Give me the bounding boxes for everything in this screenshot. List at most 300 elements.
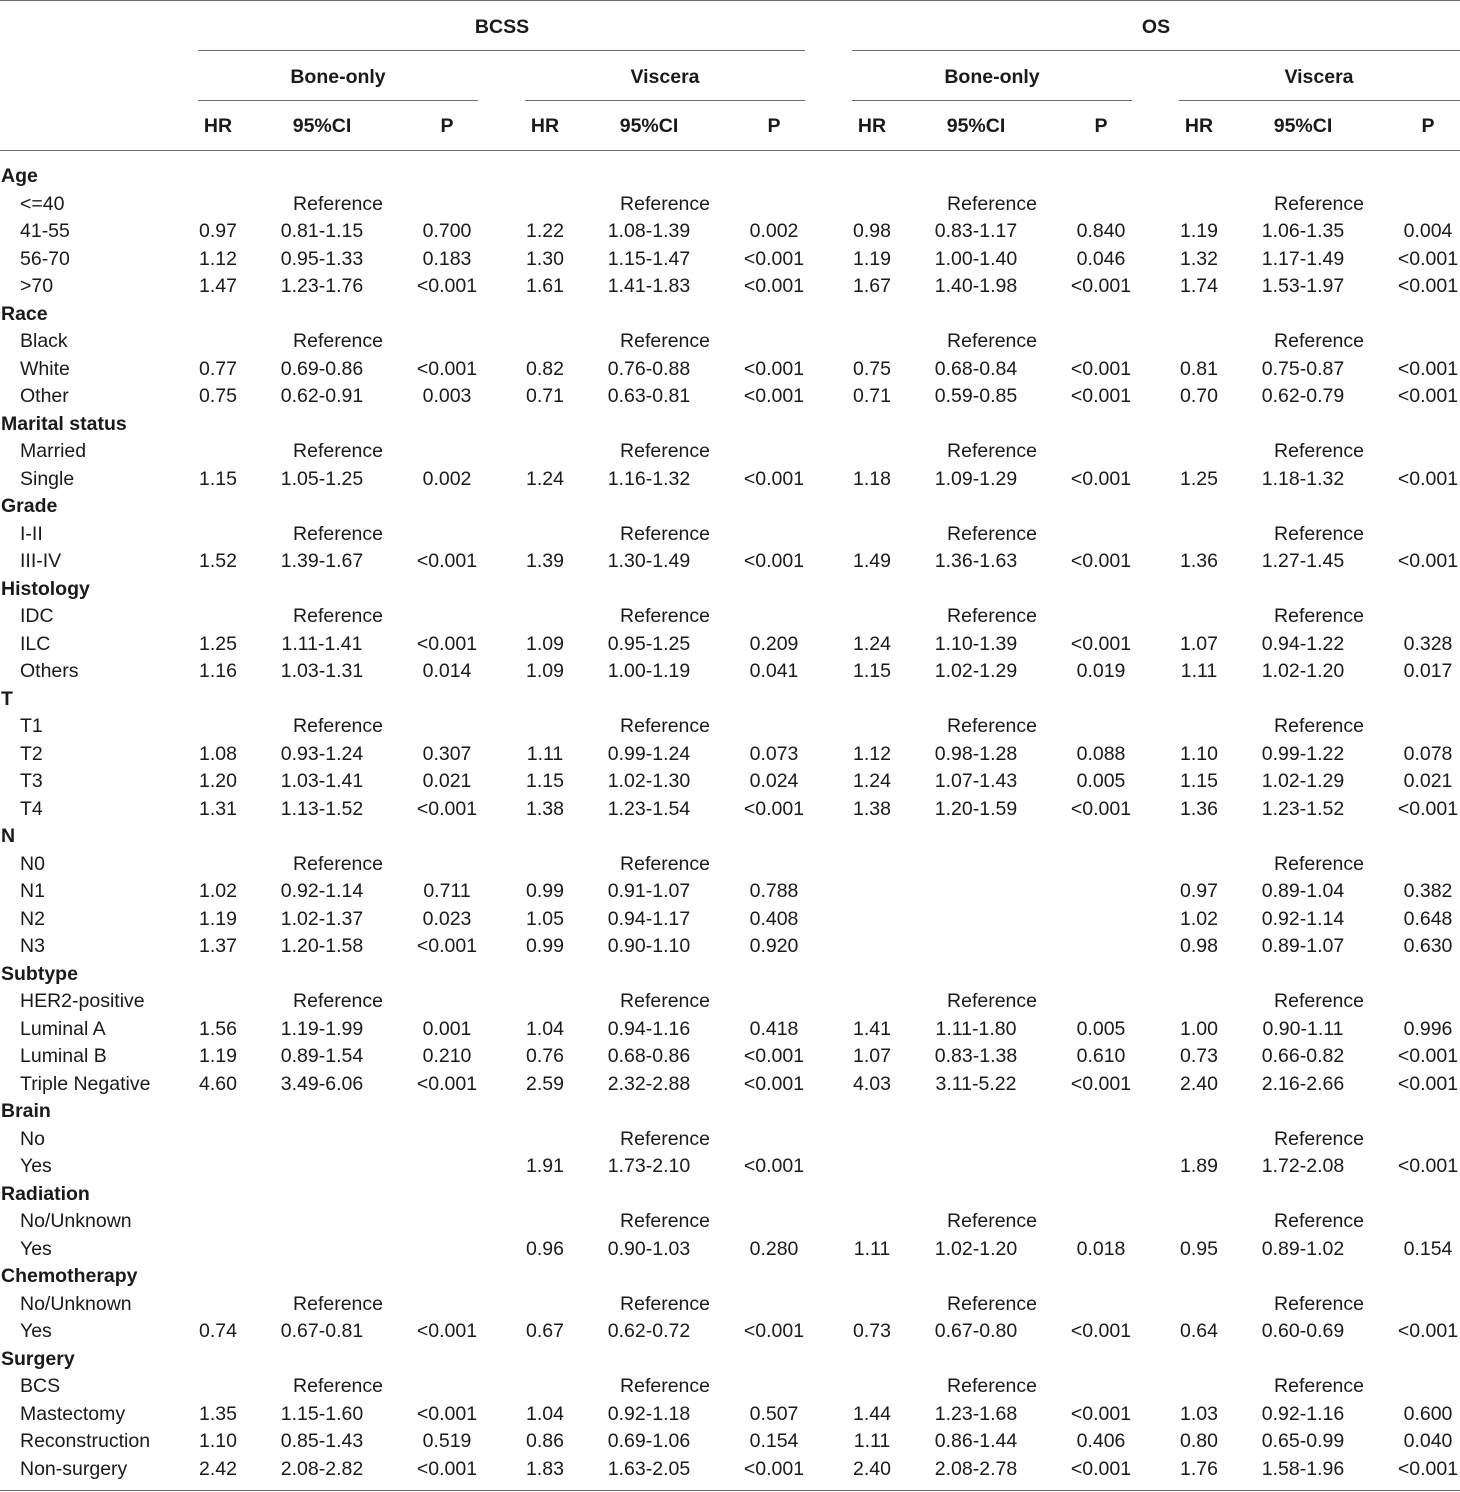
reference-cell: Reference [293, 522, 383, 545]
group-header-bcss: BCSS [474, 16, 530, 38]
ci-cell: 1.10-1.39 [934, 632, 1018, 655]
p-cell: 0.040 [1403, 1430, 1453, 1452]
p-cell: 0.630 [1403, 935, 1453, 957]
reference-cell: Reference [1274, 330, 1364, 352]
col-header-p: P [440, 115, 454, 137]
p-cell: <0.001 [1397, 467, 1459, 490]
p-cell: 0.004 [1403, 220, 1453, 242]
hr-cell: 1.44 [853, 1402, 891, 1425]
ci-cell: 2.32-2.88 [607, 1072, 691, 1095]
row-label: Others [20, 660, 79, 682]
hr-cell: 1.18 [853, 467, 891, 490]
ci-cell: 0.68-0.86 [607, 1045, 691, 1067]
p-cell: <0.001 [743, 797, 805, 820]
hr-cell: 1.12 [199, 247, 237, 270]
ci-cell: 0.92-1.14 [280, 880, 364, 902]
p-cell: 0.418 [749, 1017, 799, 1040]
ci-cell: 1.15-1.47 [607, 247, 691, 270]
ci-cell: 0.86-1.44 [934, 1430, 1018, 1452]
p-cell: 0.280 [749, 1237, 799, 1260]
subgroup-header-os-viscera: Viscera [1284, 66, 1354, 88]
hr-cell: 1.15 [526, 770, 564, 792]
hr-cell: 1.19 [199, 907, 237, 930]
ci-cell: 0.60-0.69 [1261, 1320, 1345, 1342]
ci-cell: 0.98-1.28 [934, 742, 1018, 765]
reference-cell: Reference [947, 1375, 1037, 1397]
reference-cell: Reference [947, 1210, 1037, 1232]
ci-cell: 1.03-1.41 [280, 770, 364, 792]
p-cell: 0.600 [1403, 1402, 1453, 1425]
row-label: White [20, 357, 70, 380]
hr-cell: 1.36 [1180, 550, 1218, 572]
hr-cell: 0.99 [526, 935, 564, 957]
ci-cell: 1.23-1.68 [934, 1402, 1018, 1425]
hr-cell: 1.74 [1180, 275, 1218, 297]
ci-cell: 0.76-0.88 [607, 357, 691, 380]
ci-cell: 0.95-1.33 [280, 247, 364, 270]
ci-cell: 0.89-1.07 [1261, 935, 1345, 957]
hr-cell: 1.20 [199, 770, 237, 792]
ci-cell: 1.11-1.80 [935, 1017, 1017, 1040]
section-title: Age [1, 165, 38, 187]
hr-cell: 1.19 [853, 247, 891, 270]
reference-cell: Reference [1274, 440, 1364, 462]
ci-cell: 0.63-0.81 [607, 385, 691, 407]
hr-cell: 1.10 [199, 1430, 237, 1452]
p-cell: 0.154 [749, 1430, 799, 1452]
row-label: Triple Negative [20, 1072, 151, 1095]
ci-cell: 0.94-1.17 [607, 907, 691, 930]
p-cell: 0.307 [422, 742, 472, 765]
row-label: III-IV [20, 550, 62, 572]
ci-cell: 1.07-1.43 [934, 770, 1018, 792]
ci-cell: 1.17-1.49 [1261, 247, 1345, 270]
ci-cell: 0.91-1.07 [607, 880, 691, 902]
ci-cell: 0.93-1.24 [280, 742, 364, 765]
subgroup-header-bcss-bone-only: Bone-only [290, 66, 386, 88]
p-cell: <0.001 [416, 935, 478, 957]
p-cell: 0.711 [423, 880, 471, 902]
hr-cell: 0.98 [1180, 935, 1218, 957]
p-cell: <0.001 [1070, 1320, 1132, 1342]
p-cell: 0.788 [749, 880, 799, 902]
hr-cell: 2.40 [853, 1457, 891, 1480]
ci-cell: 0.68-0.84 [934, 357, 1018, 380]
p-cell: <0.001 [1397, 1045, 1459, 1067]
ci-cell: 1.16-1.32 [607, 467, 691, 490]
hr-cell: 1.08 [199, 742, 237, 765]
reference-cell: Reference [293, 1292, 383, 1315]
row-label: ILC [20, 632, 51, 655]
p-cell: 0.017 [1403, 660, 1453, 682]
ci-cell: 1.02-1.30 [607, 770, 691, 792]
ci-cell: 1.23-1.54 [607, 797, 691, 820]
reference-cell: Reference [947, 440, 1037, 462]
hr-cell: 0.75 [199, 385, 237, 407]
col-header-hr: HR [203, 115, 233, 137]
reference-cell: Reference [620, 192, 710, 215]
ci-cell: 1.09-1.29 [934, 467, 1018, 490]
p-cell: 0.507 [749, 1402, 799, 1425]
p-cell: <0.001 [743, 467, 805, 490]
p-cell: <0.001 [1070, 467, 1132, 490]
p-cell: 0.018 [1076, 1237, 1126, 1260]
hr-cell: 1.11 [853, 1237, 891, 1260]
table-bottom-rule [0, 1490, 1460, 1491]
hr-cell: 1.02 [1180, 907, 1218, 930]
section-title: Brain [1, 1100, 51, 1122]
row-label: T3 [20, 770, 43, 792]
reference-cell: Reference [620, 990, 710, 1012]
ci-cell: 0.89-1.02 [1261, 1237, 1345, 1260]
p-cell: <0.001 [416, 1320, 478, 1342]
hr-cell: 0.74 [199, 1320, 237, 1342]
ci-cell: 0.89-1.04 [1261, 880, 1345, 902]
hr-cell: 1.30 [526, 247, 564, 270]
row-label: I-II [20, 522, 43, 545]
ci-cell: 1.00-1.19 [607, 660, 691, 682]
ci-cell: 1.19-1.99 [280, 1017, 364, 1040]
ci-cell: 0.69-1.06 [607, 1430, 691, 1452]
hr-cell: 0.95 [1180, 1237, 1218, 1260]
hr-cell: 0.71 [526, 385, 564, 407]
hr-cell: 4.60 [199, 1072, 237, 1095]
row-label: Single [20, 467, 75, 490]
ci-cell: 0.75-0.87 [1261, 357, 1345, 380]
hr-cell: 1.07 [1180, 632, 1218, 655]
p-cell: <0.001 [1397, 1072, 1459, 1095]
p-cell: <0.001 [1397, 357, 1459, 380]
ci-cell: 0.62-0.79 [1261, 385, 1345, 407]
ci-cell: 1.63-2.05 [607, 1457, 691, 1480]
hr-cell: 1.04 [526, 1402, 564, 1425]
row-label: Black [20, 330, 68, 352]
p-cell: 0.840 [1076, 220, 1126, 242]
row-label: BCS [20, 1375, 61, 1397]
hr-cell: 1.07 [853, 1045, 891, 1067]
subgroup-header-os-bone-only: Bone-only [944, 66, 1040, 88]
section-title: Surgery [1, 1347, 75, 1370]
reference-cell: Reference [947, 715, 1037, 737]
row-label: No [20, 1127, 45, 1150]
hr-cell: 1.22 [526, 220, 564, 242]
hr-cell: 0.96 [526, 1237, 564, 1260]
hr-cell: 1.24 [853, 632, 891, 655]
row-label: Luminal A [20, 1017, 106, 1040]
os-viscera-rule [1179, 100, 1460, 101]
os-group-rule [852, 50, 1460, 51]
p-cell: <0.001 [743, 357, 805, 380]
ci-cell: 0.92-1.18 [607, 1402, 691, 1425]
ci-cell: 0.90-1.11 [1262, 1017, 1344, 1040]
col-header-hr: HR [1184, 115, 1214, 137]
p-cell: 0.021 [422, 770, 472, 792]
col-header-ci: 95%CI [619, 115, 679, 137]
row-label: HER2-positive [20, 990, 145, 1012]
hr-cell: 1.24 [853, 770, 891, 792]
reference-cell: Reference [1274, 852, 1364, 875]
p-cell: <0.001 [416, 1072, 478, 1095]
hr-cell: 1.38 [526, 797, 564, 820]
hr-cell: 4.03 [853, 1072, 891, 1095]
p-cell: 0.088 [1076, 742, 1126, 765]
reference-cell: Reference [620, 605, 710, 627]
p-cell: <0.001 [1070, 1072, 1132, 1095]
row-label: No/Unknown [20, 1210, 132, 1232]
ci-cell: 1.02-1.37 [280, 907, 364, 930]
ci-cell: 1.23-1.52 [1261, 797, 1345, 820]
reference-cell: Reference [947, 192, 1037, 215]
row-label: IDC [20, 605, 54, 627]
p-cell: <0.001 [1397, 1320, 1459, 1342]
p-cell: <0.001 [1070, 550, 1132, 572]
p-cell: 0.041 [749, 660, 799, 682]
p-cell: <0.001 [1070, 385, 1132, 407]
hr-cell: 1.37 [199, 935, 237, 957]
reference-cell: Reference [1274, 990, 1364, 1012]
ci-cell: 2.16-2.66 [1261, 1072, 1345, 1095]
row-label: N3 [20, 935, 45, 957]
p-cell: <0.001 [1397, 797, 1459, 820]
hr-cell: 0.64 [1180, 1320, 1218, 1342]
reference-cell: Reference [293, 715, 383, 737]
ci-cell: 0.65-0.99 [1261, 1430, 1345, 1452]
p-cell: 0.024 [749, 770, 799, 792]
row-label: 41-55 [20, 220, 70, 242]
reference-cell: Reference [620, 522, 710, 545]
ci-cell: 1.03-1.31 [280, 660, 364, 682]
row-label: Yes [20, 1155, 52, 1177]
p-cell: 0.002 [749, 220, 799, 242]
reference-cell: Reference [1274, 715, 1364, 737]
row-label: Married [20, 440, 87, 462]
hr-cell: 0.76 [526, 1045, 564, 1067]
p-cell: <0.001 [743, 1045, 805, 1067]
reference-cell: Reference [293, 192, 383, 215]
row-label: Mastectomy [20, 1402, 126, 1425]
reference-cell: Reference [1274, 1375, 1364, 1397]
ci-cell: 1.20-1.58 [280, 935, 364, 957]
reference-cell: Reference [1274, 1210, 1364, 1232]
p-cell: 0.001 [422, 1017, 472, 1040]
row-label: N0 [20, 852, 45, 875]
p-cell: <0.001 [1070, 275, 1132, 297]
p-cell: <0.001 [416, 1402, 478, 1425]
p-cell: <0.001 [1070, 357, 1132, 380]
ci-cell: 1.02-1.20 [934, 1237, 1018, 1260]
ci-cell: 1.05-1.25 [280, 467, 364, 490]
col-header-ci: 95%CI [292, 115, 352, 137]
ci-cell: 1.00-1.40 [934, 247, 1018, 270]
p-cell: <0.001 [1070, 1402, 1132, 1425]
hr-cell: 1.61 [526, 275, 564, 297]
hr-cell: 1.05 [526, 907, 564, 930]
hr-cell: 0.97 [1180, 880, 1218, 902]
p-cell: 0.610 [1076, 1045, 1126, 1067]
p-cell: 0.519 [422, 1430, 472, 1452]
p-cell: <0.001 [1397, 385, 1459, 407]
section-title: Marital status [1, 412, 127, 435]
p-cell: 0.003 [422, 385, 472, 407]
reference-cell: Reference [293, 440, 383, 462]
p-cell: 0.406 [1076, 1430, 1126, 1452]
p-cell: 0.073 [749, 742, 799, 765]
reference-cell: Reference [1274, 192, 1364, 215]
ci-cell: 1.53-1.97 [1261, 275, 1345, 297]
ci-cell: 1.08-1.39 [607, 220, 691, 242]
hr-cell: 1.11 [853, 1430, 891, 1452]
hr-cell: 0.98 [853, 220, 891, 242]
col-header-ci: 95%CI [946, 115, 1006, 137]
hr-cell: 1.24 [526, 467, 564, 490]
p-cell: 0.005 [1076, 770, 1126, 792]
p-cell: <0.001 [743, 1072, 805, 1095]
hr-cell: 0.81 [1180, 357, 1218, 380]
hr-cell: 1.15 [199, 467, 237, 490]
p-cell: <0.001 [1397, 1457, 1459, 1480]
hr-cell: 0.77 [199, 357, 237, 380]
hr-cell: 1.56 [199, 1017, 237, 1040]
p-cell: 0.046 [1076, 247, 1126, 270]
reference-cell: Reference [620, 440, 710, 462]
ci-cell: 0.81-1.15 [280, 220, 364, 242]
table-top-rule [0, 0, 1460, 1]
ci-cell: 0.95-1.25 [607, 632, 691, 655]
hr-cell: 1.32 [1180, 247, 1218, 270]
reference-cell: Reference [947, 990, 1037, 1012]
reference-cell: Reference [620, 852, 710, 875]
ci-cell: 0.90-1.03 [607, 1237, 691, 1260]
hr-cell: 1.41 [853, 1017, 891, 1040]
p-cell: <0.001 [743, 1320, 805, 1342]
p-cell: <0.001 [743, 385, 805, 407]
hr-cell: 1.00 [1180, 1017, 1218, 1040]
p-cell: <0.001 [743, 275, 805, 297]
hr-cell: 1.31 [199, 797, 237, 820]
p-cell: 0.021 [1403, 770, 1453, 792]
col-header-p: P [1421, 115, 1435, 137]
hr-cell: 0.99 [526, 880, 564, 902]
ci-cell: 1.39-1.67 [280, 550, 364, 572]
ci-cell: 0.92-1.14 [1261, 907, 1345, 930]
p-cell: 0.210 [422, 1045, 472, 1067]
bcss-viscera-rule [525, 100, 805, 101]
hr-cell: 1.16 [199, 660, 237, 682]
ci-cell: 0.66-0.82 [1261, 1045, 1345, 1067]
hr-cell: 1.38 [853, 797, 891, 820]
ci-cell: 0.90-1.10 [607, 935, 691, 957]
reference-cell: Reference [293, 330, 383, 352]
hr-cell: 1.12 [853, 742, 891, 765]
reference-cell: Reference [1274, 522, 1364, 545]
section-title: Subtype [1, 962, 78, 985]
ci-cell: 0.92-1.16 [1261, 1402, 1345, 1425]
p-cell: <0.001 [416, 550, 478, 572]
p-cell: <0.001 [743, 1457, 805, 1480]
row-label: >70 [20, 275, 54, 297]
hr-cell: 1.09 [526, 660, 564, 682]
ci-cell: 3.11-5.22 [935, 1072, 1017, 1095]
row-label: No/Unknown [20, 1292, 132, 1315]
p-cell: <0.001 [416, 1457, 478, 1480]
hr-cell: 1.09 [526, 632, 564, 655]
hr-cell: 1.76 [1180, 1457, 1218, 1480]
ci-cell: 1.13-1.52 [280, 797, 364, 820]
ci-cell: 1.58-1.96 [1261, 1457, 1345, 1480]
p-cell: <0.001 [1397, 550, 1459, 572]
reference-cell: Reference [1274, 1292, 1364, 1315]
p-cell: <0.001 [1070, 1457, 1132, 1480]
p-cell: 0.019 [1076, 660, 1126, 682]
col-header-hr: HR [530, 115, 560, 137]
p-cell: 0.408 [749, 907, 799, 930]
p-cell: <0.001 [1397, 247, 1459, 270]
p-cell: <0.001 [416, 797, 478, 820]
p-cell: 0.920 [749, 935, 799, 957]
ci-cell: 1.30-1.49 [607, 550, 691, 572]
hr-cell: 0.86 [526, 1430, 564, 1452]
reference-cell: Reference [293, 852, 383, 875]
hr-cell: 1.39 [526, 550, 564, 572]
reference-cell: Reference [1274, 605, 1364, 627]
ci-cell: 1.73-2.10 [607, 1155, 691, 1177]
p-cell: 0.078 [1403, 742, 1453, 765]
hr-cell: 2.40 [1180, 1072, 1218, 1095]
ci-cell: 1.27-1.45 [1261, 550, 1345, 572]
p-cell: 0.023 [422, 907, 472, 930]
row-label: Yes [20, 1320, 52, 1342]
ci-cell: 0.62-0.72 [607, 1320, 691, 1342]
hr-cell: 1.67 [853, 275, 891, 297]
ci-cell: 0.62-0.91 [280, 385, 364, 407]
reference-cell: Reference [620, 715, 710, 737]
hr-cell: 0.67 [526, 1320, 564, 1342]
hr-cell: 2.59 [526, 1072, 564, 1095]
ci-cell: 1.02-1.29 [934, 660, 1018, 682]
reference-cell: Reference [293, 605, 383, 627]
ci-cell: 1.72-2.08 [1261, 1155, 1345, 1177]
hr-cell: 0.71 [853, 385, 891, 407]
ci-cell: 1.02-1.20 [1261, 660, 1345, 682]
hr-cell: 1.11 [526, 742, 564, 765]
bcss-bone-only-rule [198, 100, 478, 101]
row-label: N1 [20, 880, 45, 902]
ci-cell: 2.08-2.82 [280, 1457, 364, 1480]
reference-cell: Reference [620, 1210, 710, 1232]
hr-cell: 1.52 [199, 550, 237, 572]
reference-cell: Reference [620, 1375, 710, 1397]
ci-cell: 1.02-1.29 [1261, 770, 1345, 792]
p-cell: <0.001 [743, 1155, 805, 1177]
reference-cell: Reference [620, 330, 710, 352]
hr-cell: 1.19 [199, 1045, 237, 1067]
col-header-hr: HR [857, 115, 887, 137]
ci-cell: 0.83-1.17 [934, 220, 1018, 242]
hr-cell: 0.97 [199, 220, 237, 242]
ci-cell: 0.89-1.54 [280, 1045, 364, 1067]
p-cell: 0.996 [1403, 1017, 1453, 1040]
col-header-p: P [1094, 115, 1108, 137]
reference-cell: Reference [620, 1292, 710, 1315]
reference-cell: Reference [947, 1292, 1037, 1315]
row-label: T2 [20, 742, 43, 765]
hr-cell: 1.25 [199, 632, 237, 655]
section-title: Histology [1, 577, 90, 600]
hr-cell: 1.89 [1180, 1155, 1218, 1177]
section-title: Grade [1, 495, 58, 517]
row-label: 56-70 [20, 247, 70, 270]
p-cell: <0.001 [1070, 797, 1132, 820]
